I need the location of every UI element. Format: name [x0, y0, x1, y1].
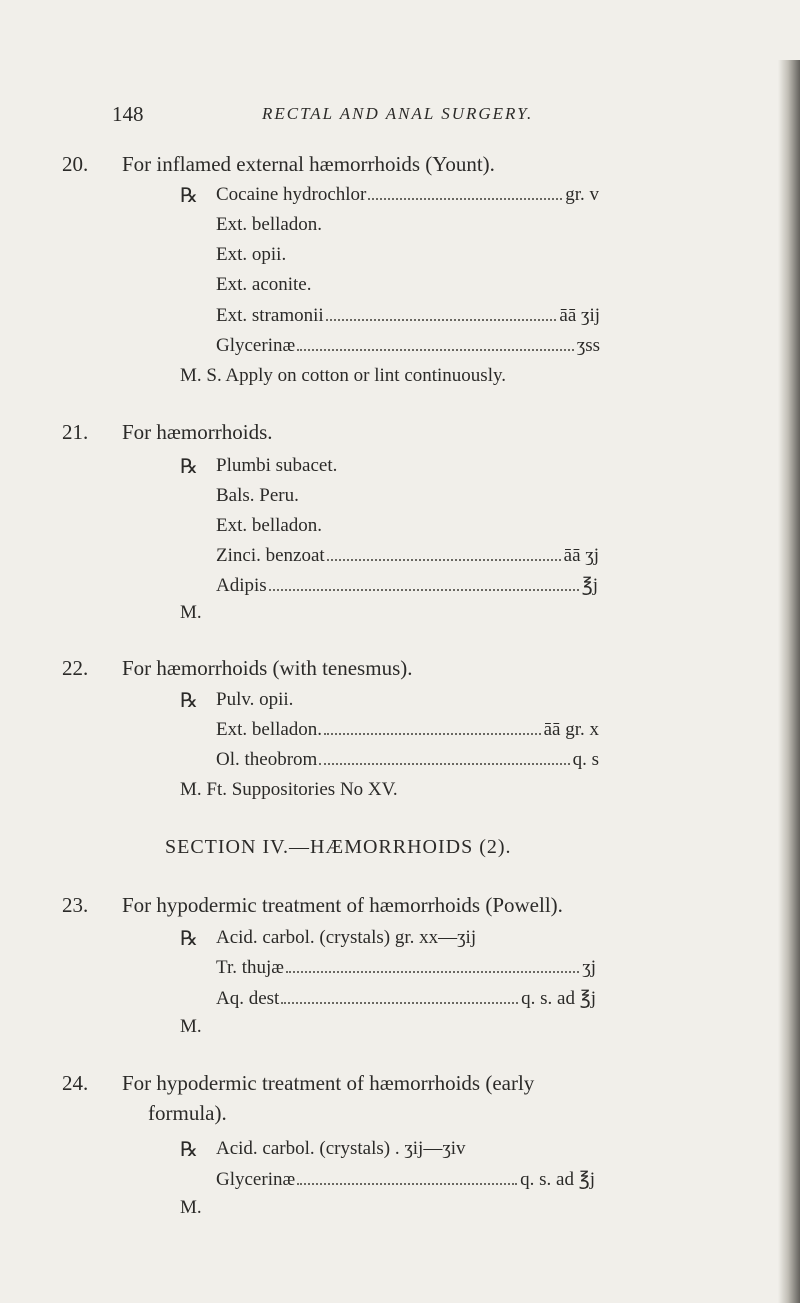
ingredient-line: Acid. carbol. (crystals) . ʒij—ʒiv: [216, 1138, 466, 1159]
entry-21-heading: [62, 420, 273, 445]
ingredient-line: Ol. theobrom q. s: [216, 749, 599, 770]
ingredient-line: Ext. aconite.: [216, 274, 312, 295]
ingredient-line: Aq. dest q. s. ad ℥j: [216, 988, 596, 1009]
entry-number: 23.: [62, 893, 89, 917]
ingredient-line: Bals. Peru.: [216, 485, 299, 506]
page-number: 148: [112, 102, 144, 126]
entry-number: 22.: [62, 656, 89, 680]
ingredient-line: Ext. belladon.: [216, 515, 323, 536]
ingredient-line: Tr. thujæ ʒj: [216, 957, 596, 978]
entry-number: 21.: [62, 420, 89, 444]
recipe-symbol-icon: ℞: [180, 185, 198, 207]
entry-24-heading-continued: formula).: [148, 1101, 227, 1125]
entry-22-heading: [62, 656, 413, 681]
entry-24-heading: [62, 1071, 535, 1096]
ingredient-line: Plumbi subacet.: [216, 455, 338, 476]
page-edge-shadow: [778, 60, 800, 1303]
entry-title: For hæmorrhoids (with tenesmus).: [122, 656, 413, 680]
running-title: RECTAL AND ANAL SURGERY.: [262, 104, 534, 123]
ingredient-line: Ext. belladon.: [216, 214, 323, 235]
ingredient-line: Ext. opii.: [216, 244, 287, 265]
ingredient-line: Pulv. opii.: [216, 689, 294, 710]
ingredient-line: Acid. carbol. (crystals) gr. xx—ʒij: [216, 927, 477, 948]
ingredient-line: Adipis ℥j: [216, 575, 598, 596]
entry-instructions: M.: [180, 602, 202, 623]
section-heading: SECTION IV.—HÆMORRHOIDS (2).: [165, 836, 512, 858]
ingredient-line: Ext. stramonii āā ʒij: [216, 305, 600, 326]
ingredient-line: Glycerinæ q. s. ad ℥j: [216, 1169, 595, 1190]
entry-title: For hypodermic treatment of hæmorrhoids (Powell).: [122, 893, 563, 917]
ingredient-line: Glycerinæ ʒss: [216, 335, 600, 356]
ingredient-line: Zinci. benzoat āā ʒj: [216, 545, 599, 566]
entry-20-heading: [62, 152, 495, 177]
ingredient-line: Ext. belladon. āā gr. x: [216, 719, 599, 740]
entry-number: 20.: [62, 152, 89, 176]
ingredient-line: Cocaine hydrochlor gr. v: [216, 184, 599, 205]
entry-instructions: M.: [180, 1197, 202, 1218]
entry-title: For inflamed external hæmorrhoids (Yount).: [122, 152, 495, 176]
recipe-symbol-icon: ℞: [180, 690, 198, 712]
recipe-symbol-icon: ℞: [180, 1139, 198, 1161]
entry-instructions: M. S. Apply on cotton or lint continuously.: [180, 365, 506, 386]
entry-title: For hæmorrhoids.: [122, 420, 273, 444]
page-header: [112, 102, 672, 132]
recipe-symbol-icon: ℞: [180, 456, 198, 478]
recipe-symbol-icon: ℞: [180, 928, 198, 950]
entry-title: For hypodermic treatment of hæmorrhoids (early: [122, 1071, 535, 1095]
entry-number: 24.: [62, 1071, 89, 1095]
entry-23-heading: [62, 893, 563, 918]
entry-instructions: M. Ft. Suppositories No XV.: [180, 779, 398, 800]
entry-instructions: M.: [180, 1016, 202, 1037]
